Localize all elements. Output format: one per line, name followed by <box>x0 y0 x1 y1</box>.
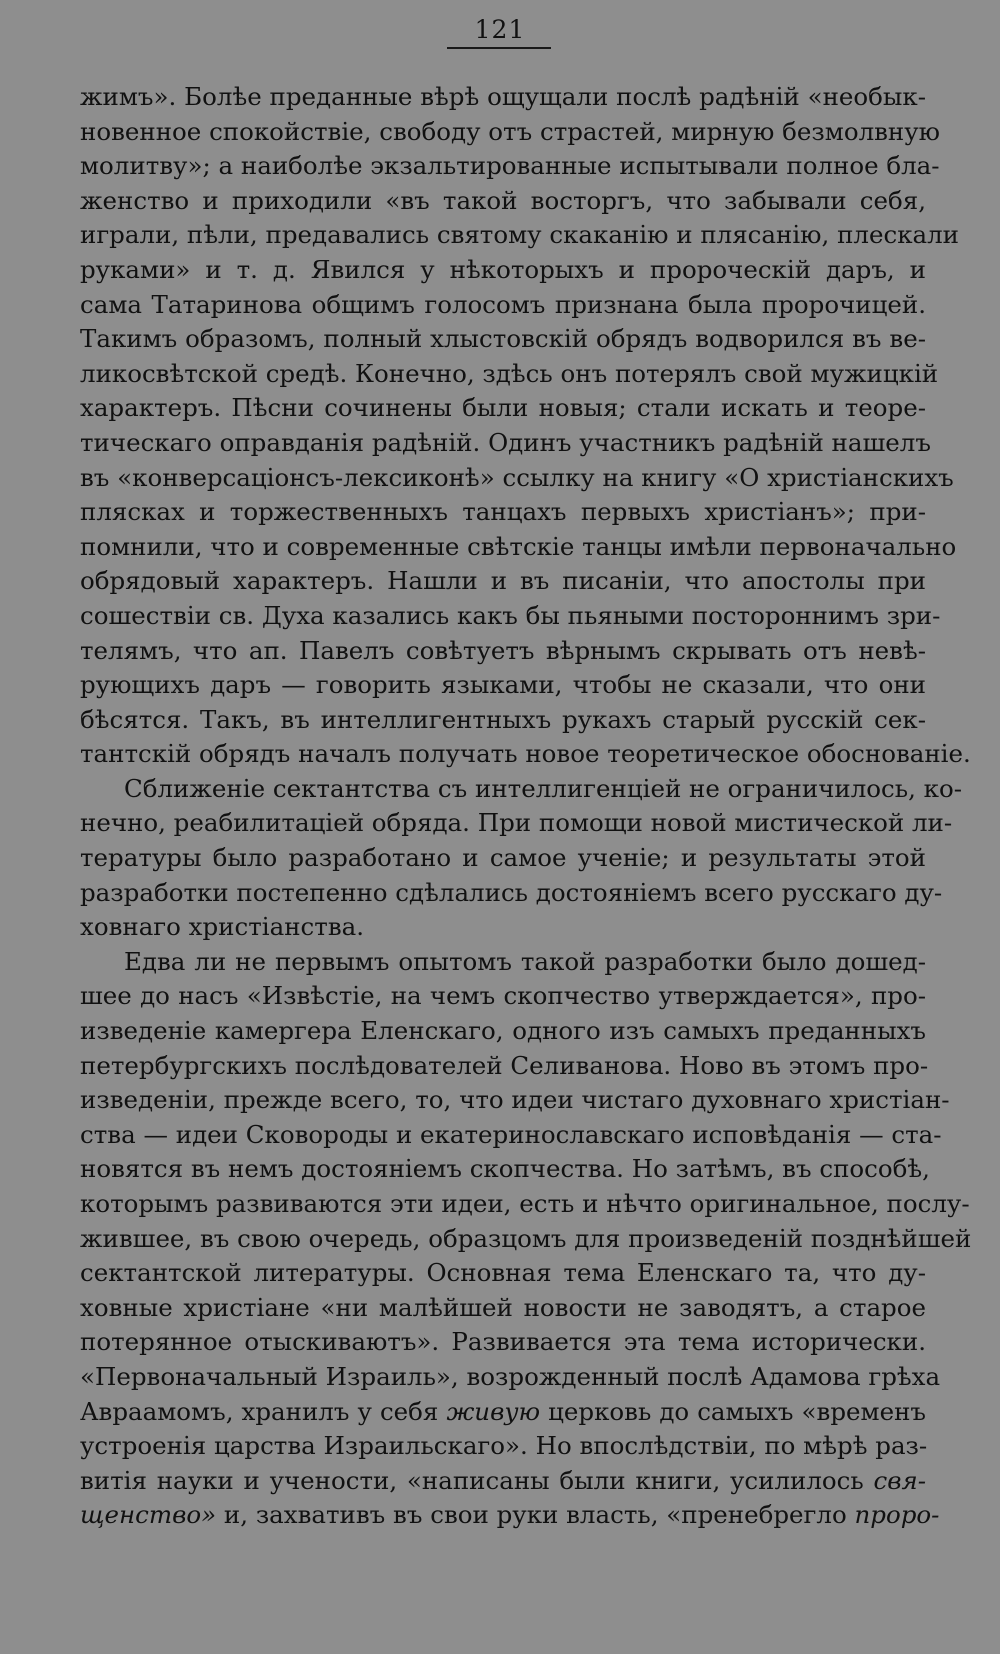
text-line: сама Татаринова общимъ голосомъ признана была пророчицей. <box>80 289 926 319</box>
text-line: руками» и т. д. Явился у нѣкоторыхъ и пророческій даръ, и <box>80 254 926 284</box>
text-line: разработки постепенно сдѣлались достояніемъ всего русскаго ду- <box>80 877 943 907</box>
text-line: жившее, въ свою очередь, образцомъ для произведеній позднѣйшей <box>80 1223 972 1253</box>
text-line: петербургскихъ послѣдователей Селиванова. Ново въ этомъ про- <box>80 1050 929 1080</box>
text-line: телямъ, что ап. Павелъ совѣтуетъ вѣрнымъ скрывать отъ невѣ- <box>80 635 926 665</box>
italic-text-run: живую <box>446 1396 541 1426</box>
page-number: 121 <box>474 15 526 44</box>
text-line: тантскій обрядъ началъ получать новое теоретическое обоснованіе. <box>80 739 971 769</box>
text-line: ства — идеи Сковороды и екатеринославскаго исповѣданія — ста- <box>80 1119 942 1149</box>
text-line: тическаго оправданія радѣній. Одинъ участникъ радѣній нашелъ <box>80 427 931 457</box>
text-line: потерянное отыскиваютъ». Развивается эта тема исторически. <box>80 1327 926 1357</box>
text-line: «Первоначальный Израиль», возрожденный послѣ Адамова грѣха <box>80 1361 941 1391</box>
text-line: которымъ развиваются эти идеи, есть и нѣчто оригинальное, послу- <box>80 1189 970 1218</box>
text-line: Едва ли не первымъ опытомъ такой разработки было дошед- <box>124 946 926 976</box>
text-line: характеръ. Пѣсни сочинены были новыя; стали искать и теоре- <box>80 393 926 423</box>
header-rule <box>447 47 551 49</box>
text-line: ховные христіане «ни малѣйшей новости не заводятъ, а старое <box>80 1292 926 1322</box>
text-line: обрядовый характеръ. Нашли и въ писаніи, что апостолы при <box>80 566 926 596</box>
text-line: изведеніи, прежде всего, то, что идеи чистаго духовнаго христіан- <box>80 1085 950 1115</box>
text-line: въ «конверсаціонсъ-лексиконѣ» ссылку на книгу «О христіанскихъ <box>80 462 954 492</box>
text-line: тературы было разработано и самое ученіе; и результаты этой <box>80 843 926 873</box>
text-line: играли, пѣли, предавались святому скаканію и плясанію, плескали <box>80 220 960 250</box>
text-line: нечно, реабилитаціей обряда. При помощи новой мистической ли- <box>80 808 953 838</box>
text-run: и, захвативъ въ свои руки власть, «пренебрегло <box>216 1500 855 1530</box>
text-line: устроенія царства Израильскаго». Но впослѣдствіи, по мѣрѣ раз- <box>80 1431 928 1461</box>
text-line: шее до насъ «Извѣстіе, на чемъ скопчество утверждается», про- <box>80 981 926 1011</box>
text-line: новятся въ немъ достояніемъ скопчества. Но затѣмъ, въ способѣ, <box>80 1154 930 1184</box>
text-line <box>80 1464 926 1499</box>
text-line: ликосвѣтской средѣ. Конечно, здѣсь онъ потерялъ свой мужицкій <box>80 358 939 388</box>
text-line: женство и приходили «въ такой восторгъ, что забывали себя, <box>80 185 926 215</box>
text-line: бѣсятся. Такъ, въ интеллигентныхъ рукахъ старый русскій сек- <box>80 704 926 734</box>
text-line: плясках и торжественныхъ танцахъ первыхъ христіанъ»; при- <box>80 497 926 527</box>
text-line: ховнаго христіанства. <box>80 912 365 942</box>
text-line: молитву»; а наиболѣе экзальтированные испытывали полное бла- <box>80 151 940 181</box>
text-line: Сближеніе сектантства съ интеллигенціей не ограничилось, ко- <box>124 773 963 803</box>
text-line: помнили, что и современные свѣтскіе танцы имѣли первоначально <box>80 531 957 561</box>
text-line: сектантской литературы. Основная тема Еленскаго та, что ду- <box>80 1258 926 1288</box>
text-run: Авраамомъ, хранилъ у себя <box>80 1396 447 1426</box>
text-line <box>80 1498 940 1533</box>
text-run: витія науки и учености, «написаны были книги, усилилось <box>80 1465 874 1495</box>
body-text <box>80 80 972 1533</box>
text-line: новенное спокойствіе, свободу отъ страстей, мирную безмолвную <box>80 116 941 146</box>
text-line: сошествіи св. Духа казались какъ бы пьяными постороннимъ зри- <box>80 600 941 630</box>
italic-text-run: щенство» <box>80 1500 217 1530</box>
text-run: церковь до самыхъ «временъ <box>540 1396 926 1426</box>
italic-text-run: свя- <box>873 1465 926 1495</box>
italic-text-run: проро- <box>854 1500 940 1530</box>
text-line: рующихъ даръ — говорить языками, чтобы не сказали, что они <box>80 670 926 700</box>
text-line <box>80 1395 926 1430</box>
text-line: Такимъ образомъ, полный хлыстовскій обрядъ водворился въ ве- <box>80 324 926 354</box>
text-line: жимъ». Болѣе преданные вѣрѣ ощущали послѣ радѣній «необык- <box>80 82 926 111</box>
text-line: изведеніе камергера Еленскаго, одного изъ самыхъ преданныхъ <box>80 1016 926 1046</box>
